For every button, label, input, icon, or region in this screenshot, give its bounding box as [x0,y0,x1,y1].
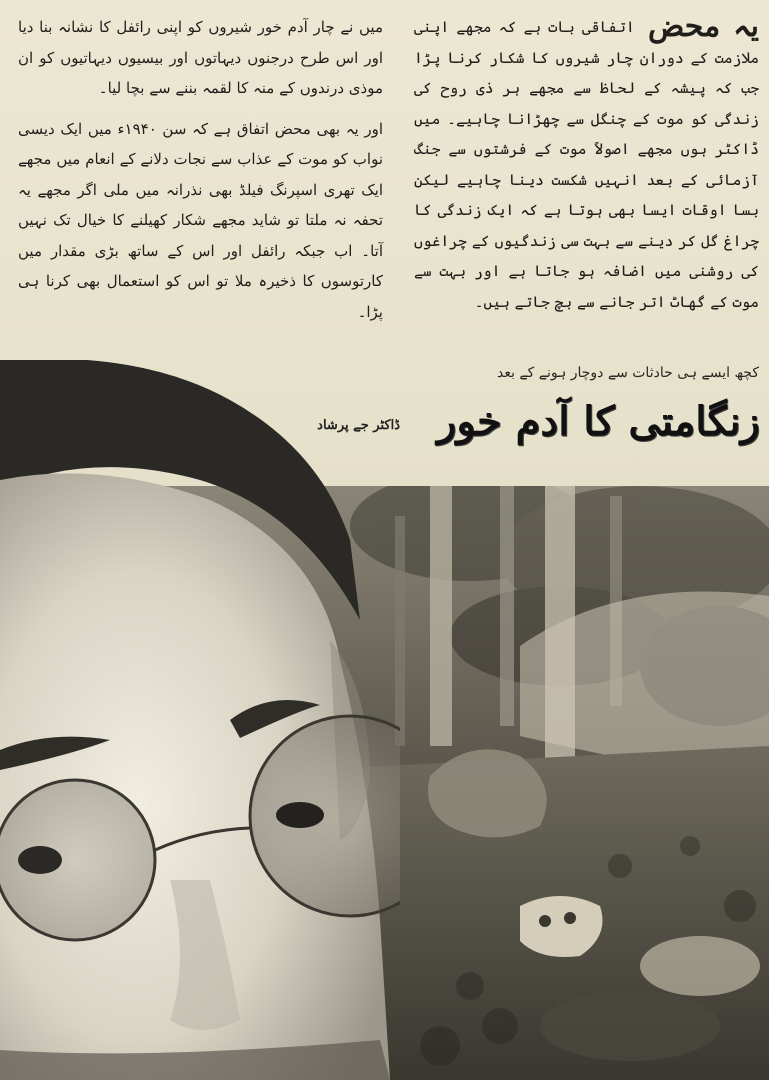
right-column-paragraph [414,9,759,317]
article-right-column [414,9,759,317]
kicker-text: یہ محض [647,9,759,44]
left-column-paragraph-2: اور یہ بھی محض اتفاق ہے کہ سن ۱۹۴۰ء میں ایک دیسی نواب کو موت کے عذاب سے نجات دلانے کے انعام میں مجھے ایک تھری اسپرنگ فیلڈ بھی نذرانہ میں ملی اگر مجھے یہ تحفہ نہ ملتا تو شاید مجھے شکار کھیلنے کا خیال تک نہیں آتا۔ اب جبکہ رائفل اور اس کے ساتھ بڑی مقدار میں کارتوسوں کا ذخیرہ ملا تو اس کو استعمال بھی کرنا ہی پڑا۔ [18,119,383,321]
author-face-image [0,360,400,1080]
article-headline: زنگامتی کا آدم خور [437,398,760,445]
headline-subtitle: کچھ ایسے ہی حادثات سے دوچار ہونے کے بعد [496,365,759,381]
article-left-column [18,12,383,327]
author-portrait [0,360,400,1080]
right-column-body: اتفاقی بات ہے کہ مجھے اپنی ملازمت کے دوران چار شیروں کا شکار کرنا پڑا جب کہ پیشہ کے لحاظ سے مجھے ہر ذی روح کی زندگی کو موت کے چنگل سے چھڑانا چاہیے۔ میں ڈاکٹر ہوں مجھے اصولاً موت کے فرشتوں سے جنگ آزمائی کے بعد انہیں شکست دینا چاہیے لیکن بسا اوقات ایسا بھی ہوتا ہے کہ ایک زندگی کا چراغ گل کر دینے سے بہت سی زندگیوں کے چراغوں کی روشنی میں اضافہ ہو جاتا ہے اور بہت سے موت کے گھاٹ اتر جانے سے بچ جاتے ہیں۔ [414,18,759,311]
left-column-paragraph-1: میں نے چار آدم خور شیروں کو اپنی رائفل کا نشانہ بنا دیا اور اس طرح درجنوں دیہاتوں اور بیسیوں دیہاتیوں کو ان موذی درندوں کے منہ کا لقمہ بننے سے بچا لیا۔ [18,18,383,97]
author-byline: ڈاکٹر جے پرشاد [317,418,400,433]
